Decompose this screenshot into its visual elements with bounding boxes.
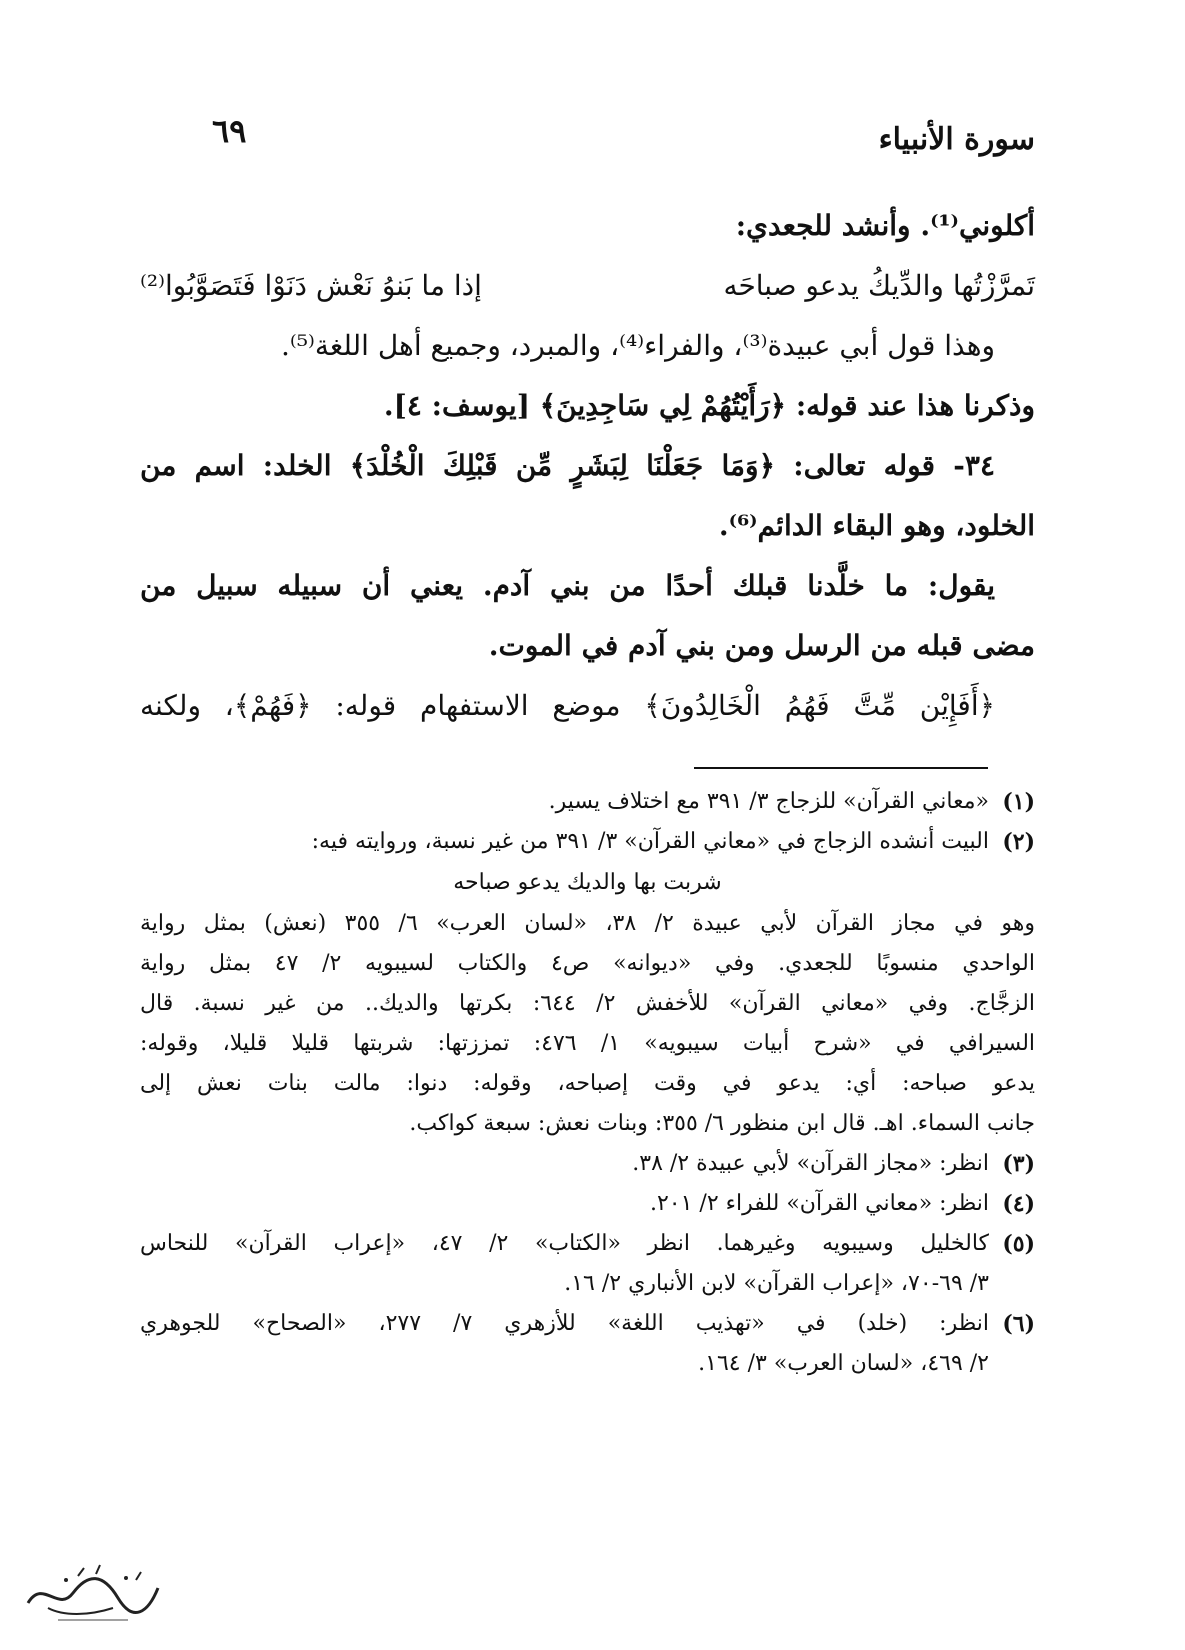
main-line: أكلوني⁽¹⁾. وأنشد للجعدي: (735, 209, 1035, 242)
footnote-text: الواحدي منسوبًا للجعدي. وفي «ديوانه» ص٤ والكتاب لسيبويه ٢/ ٤٧ بمثل رواية (140, 951, 1035, 976)
footnote-number: (٤) (1002, 1191, 1035, 1217)
footnote-5 (140, 1224, 1035, 1304)
footnote-text: الزجَّاج. وفي «معاني القرآن» للأخفش ٢/ ٦٤٤: بكرتها والديك.. من غير نسبة. قال (140, 991, 1035, 1016)
almustafa-logo-icon (18, 1558, 168, 1628)
footnote-number: (٦) (1002, 1311, 1035, 1337)
footnote-text: البيت أنشده الزجاج في «معاني القرآن» ٣/ ٣٩١ من غير نسبة، وروايته فيه: (311, 829, 989, 854)
main-line: وذكرنا هذا عند قوله: ﴿رَأَيْتُهُمْ لِي سَاجِدِينَ﴾ [يوسف: ٤]. (383, 389, 1035, 422)
footnote-text: «معاني القرآن» للزجاج ٣/ ٣٩١ مع اختلاف يسير. (548, 789, 989, 814)
footnote-4 (140, 1184, 1035, 1224)
verse-right-hemistich: تَمرَّزْتُها والدِّيكُ يدعو صباحَه (723, 269, 1035, 302)
footnote-separator (694, 767, 988, 769)
footnote-verse: شربت بها والديك يدعو صباحه (453, 870, 722, 895)
footnote-text: انظر: (خلد) في «تهذيب اللغة» للأزهري ٧/ ٢٧٧، «الصحاح» للجوهري (140, 1311, 989, 1336)
main-line: مضى قبله من الرسل ومن بني آدم في الموت. (488, 629, 1035, 662)
footnote-text: وهو في مجاز القرآن لأبي عبيدة ٢/ ٣٨، «لسان العرب» ٦/ ٣٥٥ (نعش) بمثل رواية (140, 911, 1035, 936)
footnote-text: انظر: «مجاز القرآن» لأبي عبيدة ٢/ ٣٨. (632, 1151, 989, 1176)
footnote-text: جانب السماء. اهـ. قال ابن منظور ٦/ ٣٥٥: وبنات نعش: سبعة كواكب. (409, 1111, 1035, 1136)
footnote-text: السيرافي في «شرح أبيات سيبويه» ١/ ٤٧٦: تمززتها: شربتها قليلا قليلا، وقوله: (140, 1031, 1035, 1056)
footnote-1 (140, 782, 1035, 822)
footnote-text: يدعو صباحه: أي: يدعو في وقت إصباحه، وقوله: دنوا: مالت بنات نعش إلى (140, 1071, 1035, 1096)
poetry-verse (140, 256, 1035, 316)
surah-title: سورة الأنبياء (878, 122, 1035, 157)
page-number: ٦٩ (212, 112, 247, 150)
footnote-text: ٢/ ٤٦٩، «لسان العرب» ٣/ ١٦٤. (698, 1351, 989, 1376)
footnote-2 (140, 822, 1035, 1144)
footnote-3 (140, 1144, 1035, 1184)
footnote-text: ٣/ ٦٩-٧٠، «إعراب القرآن» لابن الأنباري ٢/ ١٦. (564, 1271, 989, 1296)
verse-left-hemistich: إذا ما بَنوُ نَعْش دَنَوْا فَتَصَوَّبُوا⁽²⁾ (140, 269, 482, 302)
footnote-number: (٣) (1002, 1151, 1035, 1177)
footnote-6 (140, 1304, 1035, 1384)
main-line: ٣٤- قوله تعالى: ﴿وَمَا جَعَلْنَا لِبَشَرٍ مِّن قَبْلِكَ الْخُلْدَ﴾ الخلد: اسم من (140, 449, 995, 482)
footnote-text: انظر: «معاني القرآن» للفراء ٢/ ٢٠١. (649, 1191, 989, 1216)
main-text (140, 196, 1035, 736)
footnote-text: كالخليل وسيبويه وغيرهما. انظر «الكتاب» ٢/ ٤٧، «إعراب القرآن» للنحاس (140, 1231, 989, 1256)
footnote-number: (٥) (1002, 1231, 1035, 1257)
footnotes (140, 782, 1035, 1384)
footnote-number: (٢) (1002, 829, 1035, 855)
main-line: ﴿أَفَإِيْن مِّتَّ فَهُمُ الْخَالِدُونَ﴾ موضع الاستفهام قوله: ﴿فَهُمْ﴾، ولكنه (140, 689, 995, 722)
main-line: الخلود، وهو البقاء الدائم⁽⁶⁾. (718, 509, 1035, 542)
main-line: يقول: ما خلَّدنا قبلك أحدًا من بني آدم. يعني أن سبيله سبيل من (140, 569, 995, 602)
footnote-number: (١) (1002, 789, 1035, 815)
main-line: وهذا قول أبي عبيدة⁽³⁾، والفراء⁽⁴⁾، والمبرد، وجميع أهل اللغة⁽⁵⁾. (280, 329, 995, 362)
